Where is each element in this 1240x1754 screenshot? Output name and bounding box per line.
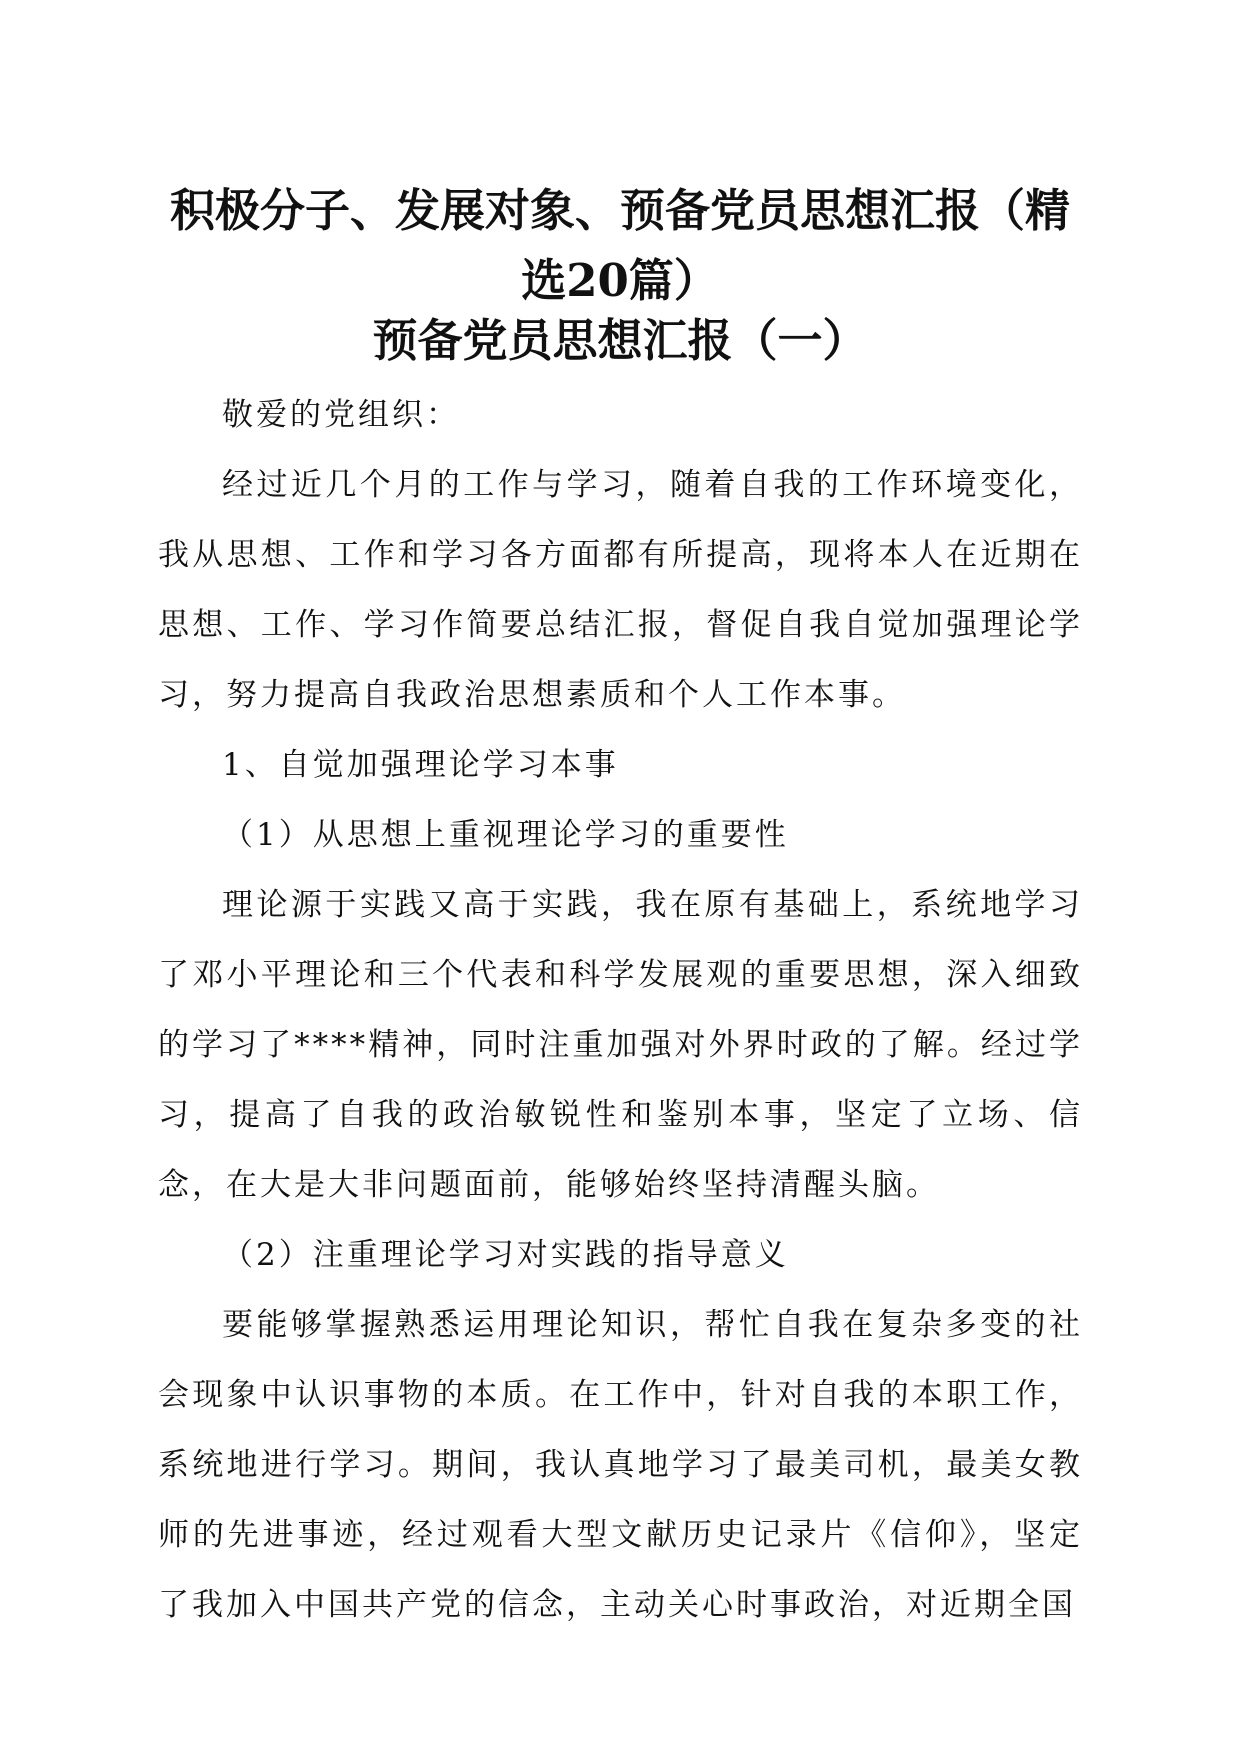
salutation: 敬爱的党组织： — [222, 397, 460, 433]
document-title: 积极分子、发展对象、预备党员思想汇报（精选20篇） — [169, 184, 1070, 307]
section-heading: 1、自觉加强理论学习本事 — [222, 747, 619, 783]
subsection-heading: （1）从思想上重视理论学习的重要性 — [222, 817, 789, 853]
subsection-heading: （2）注重理论学习对实践的指导意义 — [222, 1237, 789, 1273]
body-paragraph: 要能够掌握熟悉运用理论知识，帮忙自我在复杂多变的社会现象中认识事物的本质。在工作中，针对自我的本职工作，系统地进行学习。期间，我认真地学习了最美司机，最美女教师的先进事迹，经过观看大型文献历史记录片《信仰》，坚定了我加入中国共产党的信念，主动关心时事政治，对近期全国 — [158, 1307, 1083, 1623]
body-paragraph: 经过近几个月的工作与学习，随着自我的工作环境变化，我从思想、工作和学习各方面都有所提高，现将本人在近期在思想、工作、学习作简要总结汇报，督促自我自觉加强理论学习，努力提高自我政治思想素质和个人工作本事。 — [158, 467, 1083, 713]
body-paragraph: 理论源于实践又高于实践，我在原有基础上，系统地学习了邓小平理论和三个代表和科学发展观的重要思想，深入细致的学习了****精神，同时注重加强对外界时政的了解。经过学习，提高了自我的政治敏锐性和鉴别本事，坚定了立场、信念，在大是大非问题面前，能够始终坚持清醒头脑。 — [158, 887, 1083, 1203]
document-body — [158, 380, 1083, 1640]
document-subtitle: 预备党员思想汇报（一） — [372, 314, 868, 367]
